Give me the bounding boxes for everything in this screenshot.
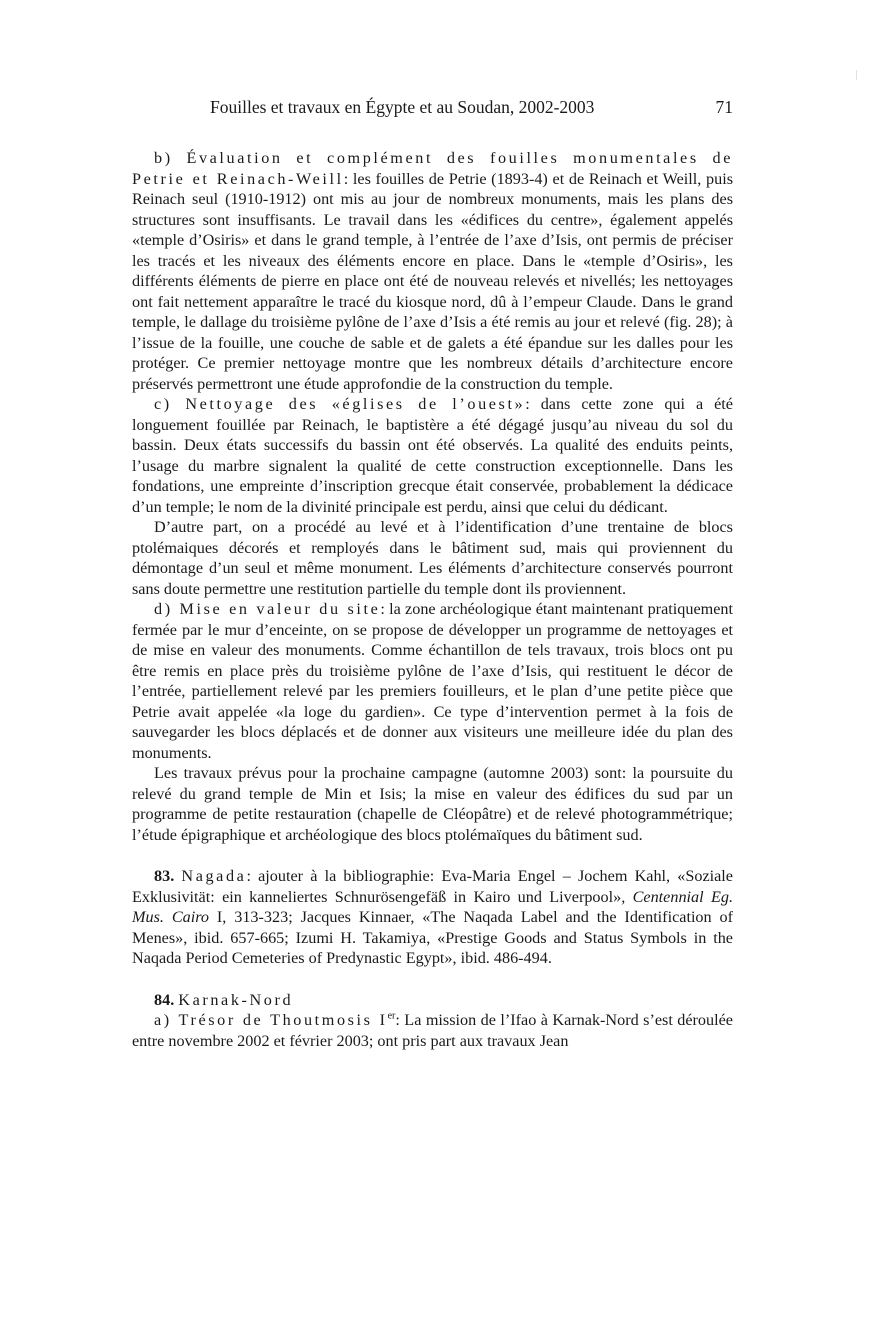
paragraph-text: I, 313-323; Jacques Kinnaer, «The Naqada Label and the Identification of Menes», ibid. 657-665; Izumi H. Takamiya, «Prestige Goods and Status Symbols in the Naqada Period Cemeteries of Predynastic Egypt», ibid. 486-494. (132, 908, 734, 967)
paragraph-text: : les fouilles de Petrie (1893-4) et de Reinach et Weill, puis Reinach seul (1910-1912) ont mis au jour de nombreux monuments, mais les plans des structures sont insuffisants. Le travail dans les «édifices du centre», également appelés «temple d’Osiris» et dans le grand temple, à l’entrée de l’axe d’Isis, ont permis de préciser les tracés et les niveaux des éléments encore en place. Dans le «temple d’Osiris», les différents éléments de pierre en place ont été de nouveau relevés et nivellés; les nettoyages ont fait nettement apparaître le tracé du kiosque nord, dû à l’empeur Claude. Dans le grand temple, le dallage du troisième pylône de l’axe d’Isis a été remis au jour et relevé (fig. 28); à l’issue de la fouille, une couche de sable et de galets a été épandue sur les dalles pour les protéger. Ce premier nettoyage montre que les nombreux détails d’architecture encore préservés permettront une étude approfondie de la construction du temple. (132, 169, 733, 393)
paragraph-label: d) Mise en valeur du site (154, 600, 381, 618)
body-text (132, 148, 733, 1051)
paragraph-travaux-prevus (132, 763, 733, 845)
paragraph-label: a) Trésor de Thoutmosis I (154, 1011, 388, 1029)
paragraph-label: b) Évaluation et complément des fouilles monumentales de Petrie et Reinach-Weill (132, 149, 733, 188)
italic-title: Centennial Eg. Mus. Cairo (132, 887, 733, 926)
entry-83-nagada (132, 866, 733, 969)
superscript: er (387, 1010, 396, 1022)
paragraph-text: : ajouter à la bibliographie: Eva-Maria Engel – Jochem Kahl, «Soziale Exklusivität: ein kanneliertes Schnurösengefäß in Kairo und Liverpool», (132, 867, 733, 906)
paragraph-a-tresor (132, 1010, 733, 1051)
paragraph-label: c) Nettoyage des «églises de l’ouest» (154, 395, 526, 413)
entry-number: 84. (154, 990, 175, 1009)
paragraph-text: Les travaux prévus pour la prochaine campagne (automne 2003) sont: la poursuite du relevé du grand temple de Min et Isis; la mise en valeur des édifices du sud par un programme de petite restauration (chapelle de Cléopâtre) et de relevé photogrammétrique; l’étude épigraphique et archéologique des blocs ptolémaïques du bâtiment sud. (132, 764, 733, 844)
paragraph-blocs-ptolemaiques (132, 517, 733, 599)
entry-site-name: Nagada (181, 867, 247, 885)
paragraph-text: : dans cette zone qui a été longuement fouillée par Reinach, le baptistère a été dégagé jusqu’au niveau du sol du bassin. Deux états successifs du bassin ont été observés. La qualité des enduits peints, l’usage du marbre signalent la qualité de cette construction exceptionnelle. Dans les fondations, une empreinte d’inscription grecque était conservée, probablement la dédicace d’un temple; le nom de la divinité principale est perdu, ainsi que celui du dédicant. (132, 395, 733, 516)
margin-mark (856, 70, 857, 80)
paragraph-text: : la zone archéologique étant maintenant pratiquement fermée par le mur d’enceinte, on se propose de développer un programme de nettoyages et de mise en valeur des monuments. Comme échantillon de tels travaux, trois blocs ont pu être remis en place près du troisième pylône de l’axe d’Isis, qui restituent le décor de l’entrée, partiellement relevé par les premiers fouilleurs, et le plan d’une petite pièce que Petrie avait appelée «la loge du gardien». Ce type d’intervention permet à la fois de sauvegarder les blocs déplacés et de donner aux visiteurs une meilleure idée du plan des monuments. (132, 600, 733, 762)
entry-number: 83. (154, 867, 175, 885)
paragraph-b-evaluation (132, 148, 733, 394)
paragraph-text: D’autre part, on a procédé au levé et à l’identification d’une trentaine de blocs ptolémaiques décorés et remployés dans le bâtiment sud, mais qui proviennent du démontage d’un seul et même monument. Les éléments d’architecture conservés pourront sans doute permettre une restitution partielle du temple dont ils proviennent. (132, 518, 733, 598)
page-number: 71 (715, 97, 733, 117)
paragraph-d-mise-en-valeur (132, 599, 733, 763)
paragraph-c-nettoyage (132, 394, 733, 517)
paragraph-text: : La mission de l’Ifao à Karnak-Nord s’est déroulée entre novembre 2002 et février 2003; ont pris part aux travaux Jean (132, 1011, 733, 1050)
entry-84-karnak-nord (132, 990, 733, 1011)
entry-site-name: Karnak-Nord (178, 990, 294, 1009)
running-title: Fouilles et travaux en Égypte et au Soudan, 2002-2003 (210, 97, 595, 117)
